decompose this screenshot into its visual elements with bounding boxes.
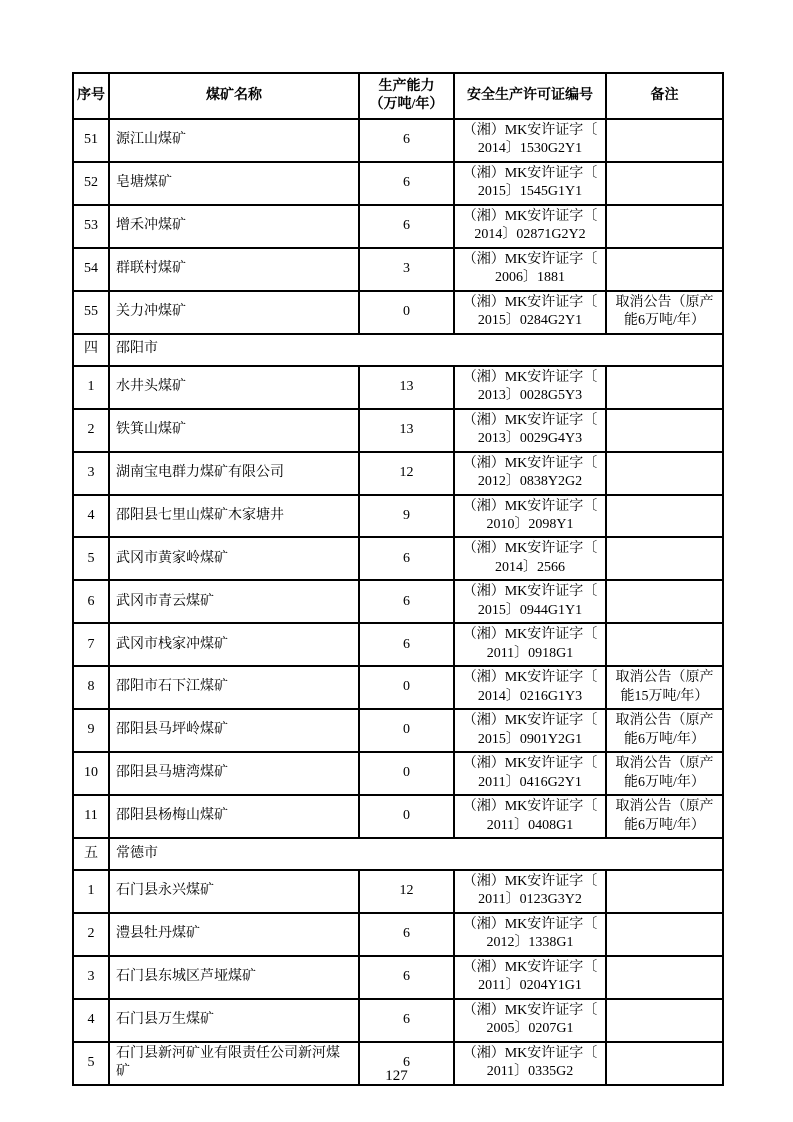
cell-capacity: 3 — [359, 248, 454, 291]
table-row — [73, 205, 723, 248]
cell-capacity: 6 — [359, 537, 454, 580]
header-no: 序号 — [73, 73, 109, 119]
cell-remark — [606, 205, 723, 248]
cell-capacity: 0 — [359, 709, 454, 752]
cell-remark — [606, 248, 723, 291]
cell-license: （湘）MK安许证字〔 2015〕0284G2Y1 — [454, 291, 606, 334]
cell-remark — [606, 623, 723, 666]
cell-license: （湘）MK安许证字〔 2005〕0207G1 — [454, 999, 606, 1042]
cell-no: 2 — [73, 409, 109, 452]
cell-mine-name: 武冈市栈家冲煤矿 — [109, 623, 359, 666]
table-row — [73, 162, 723, 205]
cell-remark — [606, 870, 723, 913]
cell-capacity: 6 — [359, 999, 454, 1042]
cell-license: （湘）MK安许证字〔 2006〕1881 — [454, 248, 606, 291]
cell-no: 5 — [73, 537, 109, 580]
cell-remark — [606, 366, 723, 409]
header-license: 安全生产许可证编号 — [454, 73, 606, 119]
cell-mine-name: 石门县新河矿业有限责任公司新河煤矿 — [109, 1042, 359, 1085]
cell-mine-name: 湖南宝电群力煤矿有限公司 — [109, 452, 359, 495]
table-row — [73, 795, 723, 838]
table-row — [73, 119, 723, 162]
cell-no: 3 — [73, 956, 109, 999]
cell-remark — [606, 956, 723, 999]
cell-capacity: 13 — [359, 366, 454, 409]
cell-license: （湘）MK安许证字〔 2010〕2098Y1 — [454, 495, 606, 538]
cell-mine-name: 邵阳县马塘湾煤矿 — [109, 752, 359, 795]
cell-mine-name: 水井头煤矿 — [109, 366, 359, 409]
cell-no: 1 — [73, 366, 109, 409]
table-row — [73, 666, 723, 709]
cell-no: 10 — [73, 752, 109, 795]
cell-no: 51 — [73, 119, 109, 162]
cell-capacity: 12 — [359, 452, 454, 495]
table-row — [73, 366, 723, 409]
header-capacity — [359, 73, 454, 119]
table-row — [73, 752, 723, 795]
section-city: 邵阳市 — [109, 334, 723, 366]
cell-capacity: 6 — [359, 623, 454, 666]
cell-mine-name: 铁箕山煤矿 — [109, 409, 359, 452]
cell-remark — [606, 162, 723, 205]
cell-license: （湘）MK安许证字〔 2013〕0028G5Y3 — [454, 366, 606, 409]
page-number: 127 — [385, 1068, 408, 1084]
cell-license: （湘）MK安许证字〔 2014〕02871G2Y2 — [454, 205, 606, 248]
cell-mine-name: 石门县万生煤矿 — [109, 999, 359, 1042]
cell-mine-name: 澧县牡丹煤矿 — [109, 913, 359, 956]
cell-no: 6 — [73, 580, 109, 623]
cell-no: 52 — [73, 162, 109, 205]
cell-license: （湘）MK安许证字〔 2014〕0216G1Y3 — [454, 666, 606, 709]
cell-license: （湘）MK安许证字〔 2014〕2566 — [454, 537, 606, 580]
cell-license: （湘）MK安许证字〔 2015〕1545G1Y1 — [454, 162, 606, 205]
cell-no: 2 — [73, 913, 109, 956]
section-city: 常德市 — [109, 838, 723, 870]
cell-remark — [606, 119, 723, 162]
cell-mine-name: 邵阳县杨梅山煤矿 — [109, 795, 359, 838]
cell-remark — [606, 409, 723, 452]
cell-capacity: 12 — [359, 870, 454, 913]
mine-table-body — [73, 119, 723, 1085]
coal-mine-table — [72, 72, 724, 1086]
cell-no: 54 — [73, 248, 109, 291]
header-row — [73, 73, 723, 119]
cell-capacity: 6 — [359, 205, 454, 248]
cell-remark — [606, 913, 723, 956]
table-row — [73, 248, 723, 291]
cell-capacity: 0 — [359, 752, 454, 795]
cell-license: （湘）MK安许证字〔 2011〕0123G3Y2 — [454, 870, 606, 913]
cell-no: 4 — [73, 495, 109, 538]
cell-capacity: 6 — [359, 162, 454, 205]
cell-capacity: 6 — [359, 580, 454, 623]
cell-license: （湘）MK安许证字〔 2014〕1530G2Y1 — [454, 119, 606, 162]
cell-no: 55 — [73, 291, 109, 334]
cell-mine-name: 石门县永兴煤矿 — [109, 870, 359, 913]
cell-mine-name: 武冈市青云煤矿 — [109, 580, 359, 623]
cell-license: （湘）MK安许证字〔 2011〕0204Y1G1 — [454, 956, 606, 999]
cell-no: 11 — [73, 795, 109, 838]
cell-remark: 取消公告（原产能6万吨/年） — [606, 795, 723, 838]
header-mine-name: 煤矿名称 — [109, 73, 359, 119]
header-capacity-line2: （万吨/年） — [369, 97, 444, 112]
cell-capacity: 6 — [359, 119, 454, 162]
cell-capacity: 6 — [359, 913, 454, 956]
table-row — [73, 495, 723, 538]
cell-license: （湘）MK安许证字〔 2012〕0838Y2G2 — [454, 452, 606, 495]
cell-no: 53 — [73, 205, 109, 248]
cell-remark: 取消公告（原产能15万吨/年） — [606, 666, 723, 709]
cell-mine-name: 增禾冲煤矿 — [109, 205, 359, 248]
section-row — [73, 838, 723, 870]
section-number: 五 — [73, 838, 109, 870]
cell-license: （湘）MK安许证字〔 2011〕0335G2 — [454, 1042, 606, 1085]
cell-no: 3 — [73, 452, 109, 495]
cell-license: （湘）MK安许证字〔 2011〕0408G1 — [454, 795, 606, 838]
table-row — [73, 623, 723, 666]
table-row — [73, 409, 723, 452]
table-row — [73, 291, 723, 334]
cell-remark — [606, 999, 723, 1042]
cell-remark — [606, 537, 723, 580]
cell-capacity: 6 — [359, 956, 454, 999]
cell-license: （湘）MK安许证字〔 2012〕1338G1 — [454, 913, 606, 956]
cell-no: 8 — [73, 666, 109, 709]
table-row — [73, 870, 723, 913]
cell-remark — [606, 452, 723, 495]
cell-no: 1 — [73, 870, 109, 913]
cell-capacity: 0 — [359, 291, 454, 334]
cell-capacity: 0 — [359, 666, 454, 709]
cell-no: 5 — [73, 1042, 109, 1085]
section-number: 四 — [73, 334, 109, 366]
cell-mine-name: 邵阳市石下江煤矿 — [109, 666, 359, 709]
cell-license: （湘）MK安许证字〔 2015〕0944G1Y1 — [454, 580, 606, 623]
cell-mine-name: 皂塘煤矿 — [109, 162, 359, 205]
cell-capacity: 6 — [359, 1042, 454, 1085]
cell-mine-name: 邵阳县七里山煤矿木家塘井 — [109, 495, 359, 538]
table-row — [73, 709, 723, 752]
cell-no: 9 — [73, 709, 109, 752]
cell-capacity: 13 — [359, 409, 454, 452]
cell-remark: 取消公告（原产能6万吨/年） — [606, 291, 723, 334]
cell-mine-name: 群联村煤矿 — [109, 248, 359, 291]
table-row — [73, 537, 723, 580]
cell-mine-name: 邵阳县马坪岭煤矿 — [109, 709, 359, 752]
header-capacity-line1: 生产能力 — [378, 78, 435, 94]
table-row — [73, 580, 723, 623]
section-row — [73, 334, 723, 366]
cell-mine-name: 源江山煤矿 — [109, 119, 359, 162]
cell-mine-name: 石门县东城区芦垭煤矿 — [109, 956, 359, 999]
cell-no: 4 — [73, 999, 109, 1042]
cell-remark — [606, 495, 723, 538]
cell-no: 7 — [73, 623, 109, 666]
cell-capacity: 9 — [359, 495, 454, 538]
cell-mine-name: 武冈市黄家岭煤矿 — [109, 537, 359, 580]
table-row — [73, 999, 723, 1042]
cell-capacity: 0 — [359, 795, 454, 838]
table-row — [73, 913, 723, 956]
cell-remark: 取消公告（原产能6万吨/年） — [606, 709, 723, 752]
cell-license: （湘）MK安许证字〔 2011〕0416G2Y1 — [454, 752, 606, 795]
cell-mine-name: 关力冲煤矿 — [109, 291, 359, 334]
table-row — [73, 956, 723, 999]
cell-license: （湘）MK安许证字〔 2011〕0918G1 — [454, 623, 606, 666]
cell-license: （湘）MK安许证字〔 2013〕0029G4Y3 — [454, 409, 606, 452]
header-remark: 备注 — [606, 73, 723, 119]
table-row — [73, 452, 723, 495]
cell-remark — [606, 580, 723, 623]
cell-remark: 取消公告（原产能6万吨/年） — [606, 752, 723, 795]
cell-license: （湘）MK安许证字〔 2015〕0901Y2G1 — [454, 709, 606, 752]
